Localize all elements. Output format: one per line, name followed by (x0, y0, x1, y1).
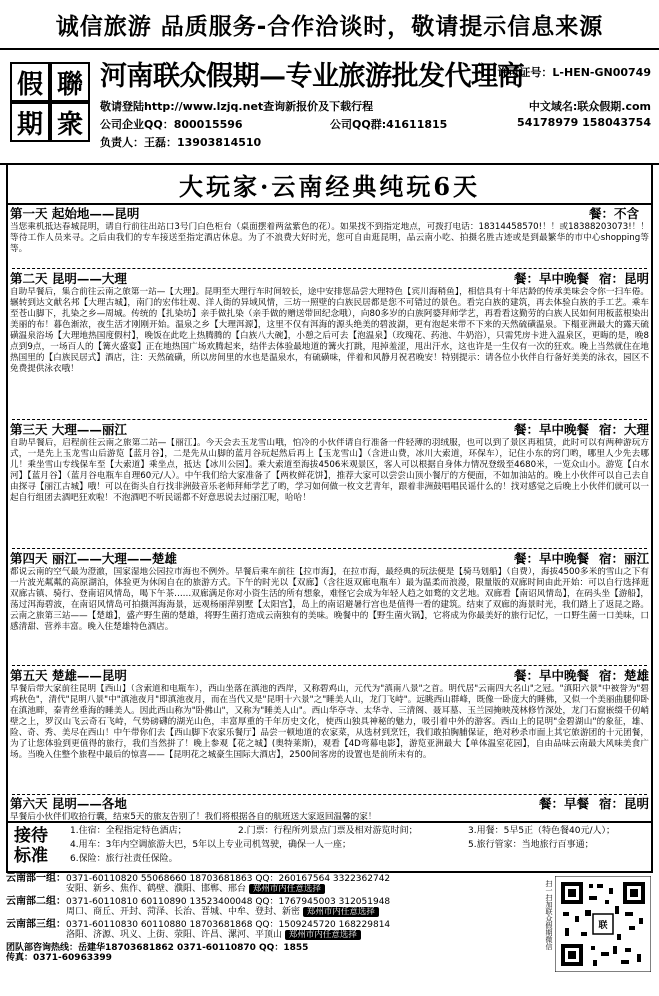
group-cities: 安阳、新乡、焦作、鹤壁、濮阳、邯郸、邢台 (66, 884, 247, 894)
contact-group-1 (6, 874, 526, 894)
logo-char-2: 聯 (50, 62, 90, 102)
company-logo (10, 62, 90, 142)
meal-info: 餐：早中晚餐 (513, 422, 589, 437)
day-heading: 第二天 昆明——大理 (10, 271, 127, 286)
standard-item: 2.门票：行程所列景点门票及相对游览时间； (238, 826, 418, 836)
group-label: 云南部三组： (6, 919, 66, 930)
day-3-section (6, 422, 653, 546)
day-heading: 第四天 丽江——大理——楚雄 (10, 551, 177, 566)
meal-info: 餐：早中晚餐 (513, 551, 589, 566)
qr-icon (555, 876, 651, 972)
day-heading: 第六天 昆明——各地 (10, 796, 127, 811)
stay-info: 宿：楚雄 (598, 668, 649, 683)
standard-item: 4.用车：3年内空调旅游大巴，5年以上专业司机驾驶，确保一人一座； (70, 840, 352, 850)
divider (12, 548, 647, 549)
company-qq: 公司企业QQ：800015596 (100, 118, 243, 131)
stay-info: 宿：大理 (598, 422, 649, 437)
standards-label: 接待标准 (14, 826, 48, 866)
group-cities: 周口、商丘、开封、菏泽、长治、晋城、中牟、登封、新密 (66, 907, 301, 917)
logo-char-1: 假 (10, 62, 50, 102)
day-description: 当您乘机抵达春城昆明，请自行前往出站口3号门白色柜台（桌面摆着两盆紫色的花）。如果找不到指定地点，可拨打电话：18314458570!！！或18388203073!！！等待工作人员来寻。之后由我们的专车接送至指定酒店休息。为了不浪费大好时光，您可自由逛昆明，品云南小吃、拍摄名胜古迹或是到最繁华的市中心shopping等等。 (10, 222, 649, 254)
day-description: 都说云南的空气最为澄澈，国家湿地公园拉市海也不例外。早餐后乘车前往【拉市海】，在拉市海，最经典的玩法便是【骑马划船】（自费），海拔4500多米的雪山之下有一片波光粼粼的高原湖泊，体验更为休闲自在的旅游方式。下午的时光以【双廊】（含往返双廊电瓶车）最为温柔而浪漫，限量版的双廊时间由此开始：可以自行选择逛双廊古镇、骑行、登南诏风情岛，喝下午茶……双廊满足你对小资生活的所有想象，难怪它会成为年轻人趋之如鹜的文艺地。双廊看【南诏风情岛】，在码头坐【游船】，荡过洱海碧波，在南诏风情岛可拍摄洱海海景，远观杨丽萍别墅【太阳宫】，岛上的南诏避暑行宫也是值得一看的建筑。结束了双廊的海景时光，我们踏上了返昆之路。云南之旅第三站——【楚雄】，盛产野生菌的楚雄，将野生菌打造成云南独有的美味。晚餐中的【野生菌火锅】，它将成为你最美好的旅行记忆，一口野生菌一口美味，口感清甜、营养丰富。晚入住楚雄特色酒店。 (10, 567, 649, 632)
city-badge: 郑州市内任意选择 (285, 930, 361, 940)
group-cities: 洛阳、济源、巩义、上街、荥阳、许昌、漯河、平顶山 (66, 930, 283, 940)
svg-text:联: 联 (598, 921, 608, 931)
logo-char-4: 衆 (50, 102, 90, 142)
website-line[interactable]: 敬请登陆http://www.lzjq.net查询新报价及下载行程 (100, 100, 374, 113)
city-badge: 郑州市内任意选择 (303, 907, 379, 917)
day-description: 早餐后带大家前往昆明【西山】（含索道和电瓶车），西山坐落在滇池的西岸，又称碧鸡山，元代为"滇南八景"之首。明代居"云南四大名山"之冠。"滇阳六景"中被誉为"碧鸡秋色"，清代"昆明八景"中"滇池夜月"即滇池夜月，而在当代又是"昆明十六景"之"睡美人山，龙门飞峙"。远眺西山群峰，既像一卧庞大的睡佛，又似一个美丽曲腿仰卧在滇池畔，秦青丝垂海的睡美人。因此西山称为"卧佛山"，又称为"睡美人山"。西山华亭寺、太华寺、三清阁、聂耳墓、玉兰园掩映茂林修竹深处，龙门石窟嵌缀千仞峭壁之上，罗汉山飞云奇石飞峙，气势磅礴的湖光山色，丰富厚重的千年历史文化，使西山独具神秘的魅力，吸引着中外的游客。西山上的昆明"金碧湖山"的象征，雄、险、奇、秀、美尽在西山！中午带你们去【西山脚下农家乐餐厅】品尝一顿地道的农家菜，从选材到烹饪，我们敢拍胸脯保证，绝对秒杀市面上其它旅游团的十元团餐，为了让您体验到更值得的旅行，我们当然拼了！晚上参观【花之城】(奥特莱斯)，观看【4D弯幕电影】，游览亚洲最大【单体温室花园】，自由品味云南最大风味美食广场。当晚入住整个旅程中最后的惊喜——【昆明花之城豪生国际大酒店】，2500间客房的设置也是前所未有的。 (10, 684, 649, 760)
standard-item: 5.旅行管家：当地旅行百事通； (468, 840, 594, 850)
qr-caption: 扫一扫加联众假期微信 (545, 880, 553, 950)
day-heading: 第三天 大理——丽江 (10, 422, 127, 437)
day-5-section (6, 668, 653, 792)
divider (12, 665, 647, 666)
day-description: 早餐后小伙伴们收拾行囊，结束5天的旅友告别了！我们将根据各自的航班送大家返回温馨的家！ (10, 812, 377, 822)
wechat-qr-code (555, 876, 651, 972)
group-label: 云南部二组： (6, 896, 66, 907)
standard-item: 1.住宿：全程指定特色酒店； (70, 826, 187, 836)
day-6-section (6, 796, 653, 821)
company-name: 河南联众假期—专业旅游批发代理商 (100, 61, 524, 92)
divider (12, 794, 647, 795)
meal-info: 餐：早中晚餐 (513, 271, 589, 286)
group-phones: 0371-60110810 60110890 13523400048 QQ：1767945003 312051948 (66, 897, 391, 907)
group-phones: 0371-60110830 60110880 18703681868 QQ：1509245720 168229814 (66, 920, 391, 930)
owner-contact: 负责人：王磊：13903814510 (100, 136, 262, 149)
stay-info: 宿：昆明 (598, 796, 649, 811)
qq-group: 公司QQ群:41611815 (330, 118, 448, 131)
day-heading: 第一天 起始地——昆明 (10, 206, 140, 221)
day-description: 自助早餐后，启程前往云南之旅第二站—【丽江】。今天会去玉龙雪山哦，怕冷的小伙伴请自行准备一件轻薄的羽绒服，也可以到了景区再租赁，此时可以有两种游玩方式，一是先上玉龙雪山后游览【蓝月谷】，二是先从山脚的蓝月谷玩起然后再上【玉龙雪山】（含进山费，冰川大索道，环保车），记住小东的窍门哟，哪里人少先去哪儿！乘坐雪山专线保车至【大索道】乘坐点，抵达【冰川公园】。乘大索道至海拔4506米观景区，客人可以根据自身体力情况登级至4680米，一览众山小。游览【白水河】【蓝月谷】（蓝月谷电瓶车自理60元/人）。中午我们给大家准备了【两枚鲜花饼】，推荐大家可以尝尝山顶小餐厅的方便面，不如加油站的。晚上小伙伴可以自己去自由探寻【丽江古城】哦！可以在街头自行找非洲鼓音乐老师拜师学艺了哟，学习如何做一枚文艺青年，跟着非洲鼓唱唱民谣什么的！找对感觉之后晚上小伙伴们就可以一起自行组团去酒吧狂欢啦！不泡酒吧不听民谣都不好意思说去过丽江呢，哈哈！ (10, 438, 649, 503)
meal-info: 餐：早中晚餐 (513, 668, 589, 683)
slogan-banner: 诚信旅游 品质服务-合作洽谈时，敬请提示信息来源 (0, 0, 659, 50)
day-4-section (6, 551, 653, 663)
team-hotline: 团队部咨询热线：岳建华18703681862 0371-60110870 QQ：1855 (6, 943, 309, 953)
contact-group-3 (6, 920, 526, 940)
contact-block (6, 872, 526, 963)
meal-info: 餐：早餐 (538, 796, 589, 811)
stay-info: 宿：丽江 (598, 551, 649, 566)
logo-char-3: 期 (10, 102, 50, 142)
day-heading: 第五天 楚雄——昆明 (10, 668, 127, 683)
tour-title: 大玩家·云南经典纯玩6天 (6, 165, 653, 205)
standard-item: 6.保险：旅行社责任保险。 (70, 854, 178, 864)
chinese-domain[interactable]: 中文域名:联众假期.com (528, 100, 651, 113)
divider (12, 419, 647, 420)
standard-item: 3.用餐：5早5正（特色餐40元/人）； (468, 826, 616, 836)
contact-group-2 (6, 897, 526, 917)
service-standards (6, 821, 653, 873)
stay-info: 宿：昆明 (598, 271, 649, 286)
group-label: 云南部一组： (6, 873, 66, 884)
meal-info: 餐：不含 (588, 206, 639, 221)
city-badge: 郑州市内任意选择 (249, 884, 325, 894)
fax-number: 传真：0371-60963399 (6, 953, 112, 963)
group-phones: 0371-60110820 55068660 18703681863 QQ：260167564 3322362742 (66, 874, 391, 884)
divider (12, 268, 647, 269)
day-description: 自助早餐后，集合前往云南之旅第一站—【大理】。昆明至大理行车时间较长，途中安排您品尝大理特色【宾川海稍鱼】，相信具有十年店龄的传承美味会令你一扫车倦。辗转到达文献名邦【大理古城】，南门的宏伟壮观、洋人街的异域风情，三坊一照壁的白族民居都是您不可错过的景色。看完白族的建筑，再去体验白族的手工艺。乘车至苍山脚下，扎染之乡—周城。传统的【扎染坊】亲手做扎染（亲手做的赠送带回纪念哦），向80多岁的白族阿婆拜师学艺，再看看这勤劳的白族人民如何用板蓝根染出美丽的布！暮色渐浓，夜生活才刚刚开始。温泉之乡【大理洱源】，这里不仅有洱海的源头绝美的碧波湖，更有泡起来带不下来的天然硫磺温泉。下榻亚洲最大的露天硫磺温泉浴场【大理地热国度假村】，晚饭在此吃上热腾腾的【白族八大碗】，小憩之后可去【泡温泉】（玫瑰花、药池、牛奶浴），只需凭房卡进入温泉区，更晦的是，晚8点到9点，一场百人的【篝火盛宴】正在地热国广场欢腾起来，结伴去体验最地道的篝火打跳，甩掉羞涩，甩出汗水，这也许是一生仅有一次的狂欢。晚上当然就住在地热国里的【白族民居式】酒店，注：天然硫磺，所以房间里的水也是温泉水，有硫磺味，伴着和风静月祝君晚安！特别提示：请各位小伙伴自行备好美美的泳衣，园区不免费提供泳衣哦！ (10, 287, 649, 374)
day-2-section (6, 271, 653, 417)
company-header (0, 50, 659, 165)
day-1-section (6, 206, 653, 266)
phone-numbers: 54178979 158043754 (517, 116, 651, 129)
license-number: 许可证号：L-HEN-GN00749 (497, 66, 651, 79)
